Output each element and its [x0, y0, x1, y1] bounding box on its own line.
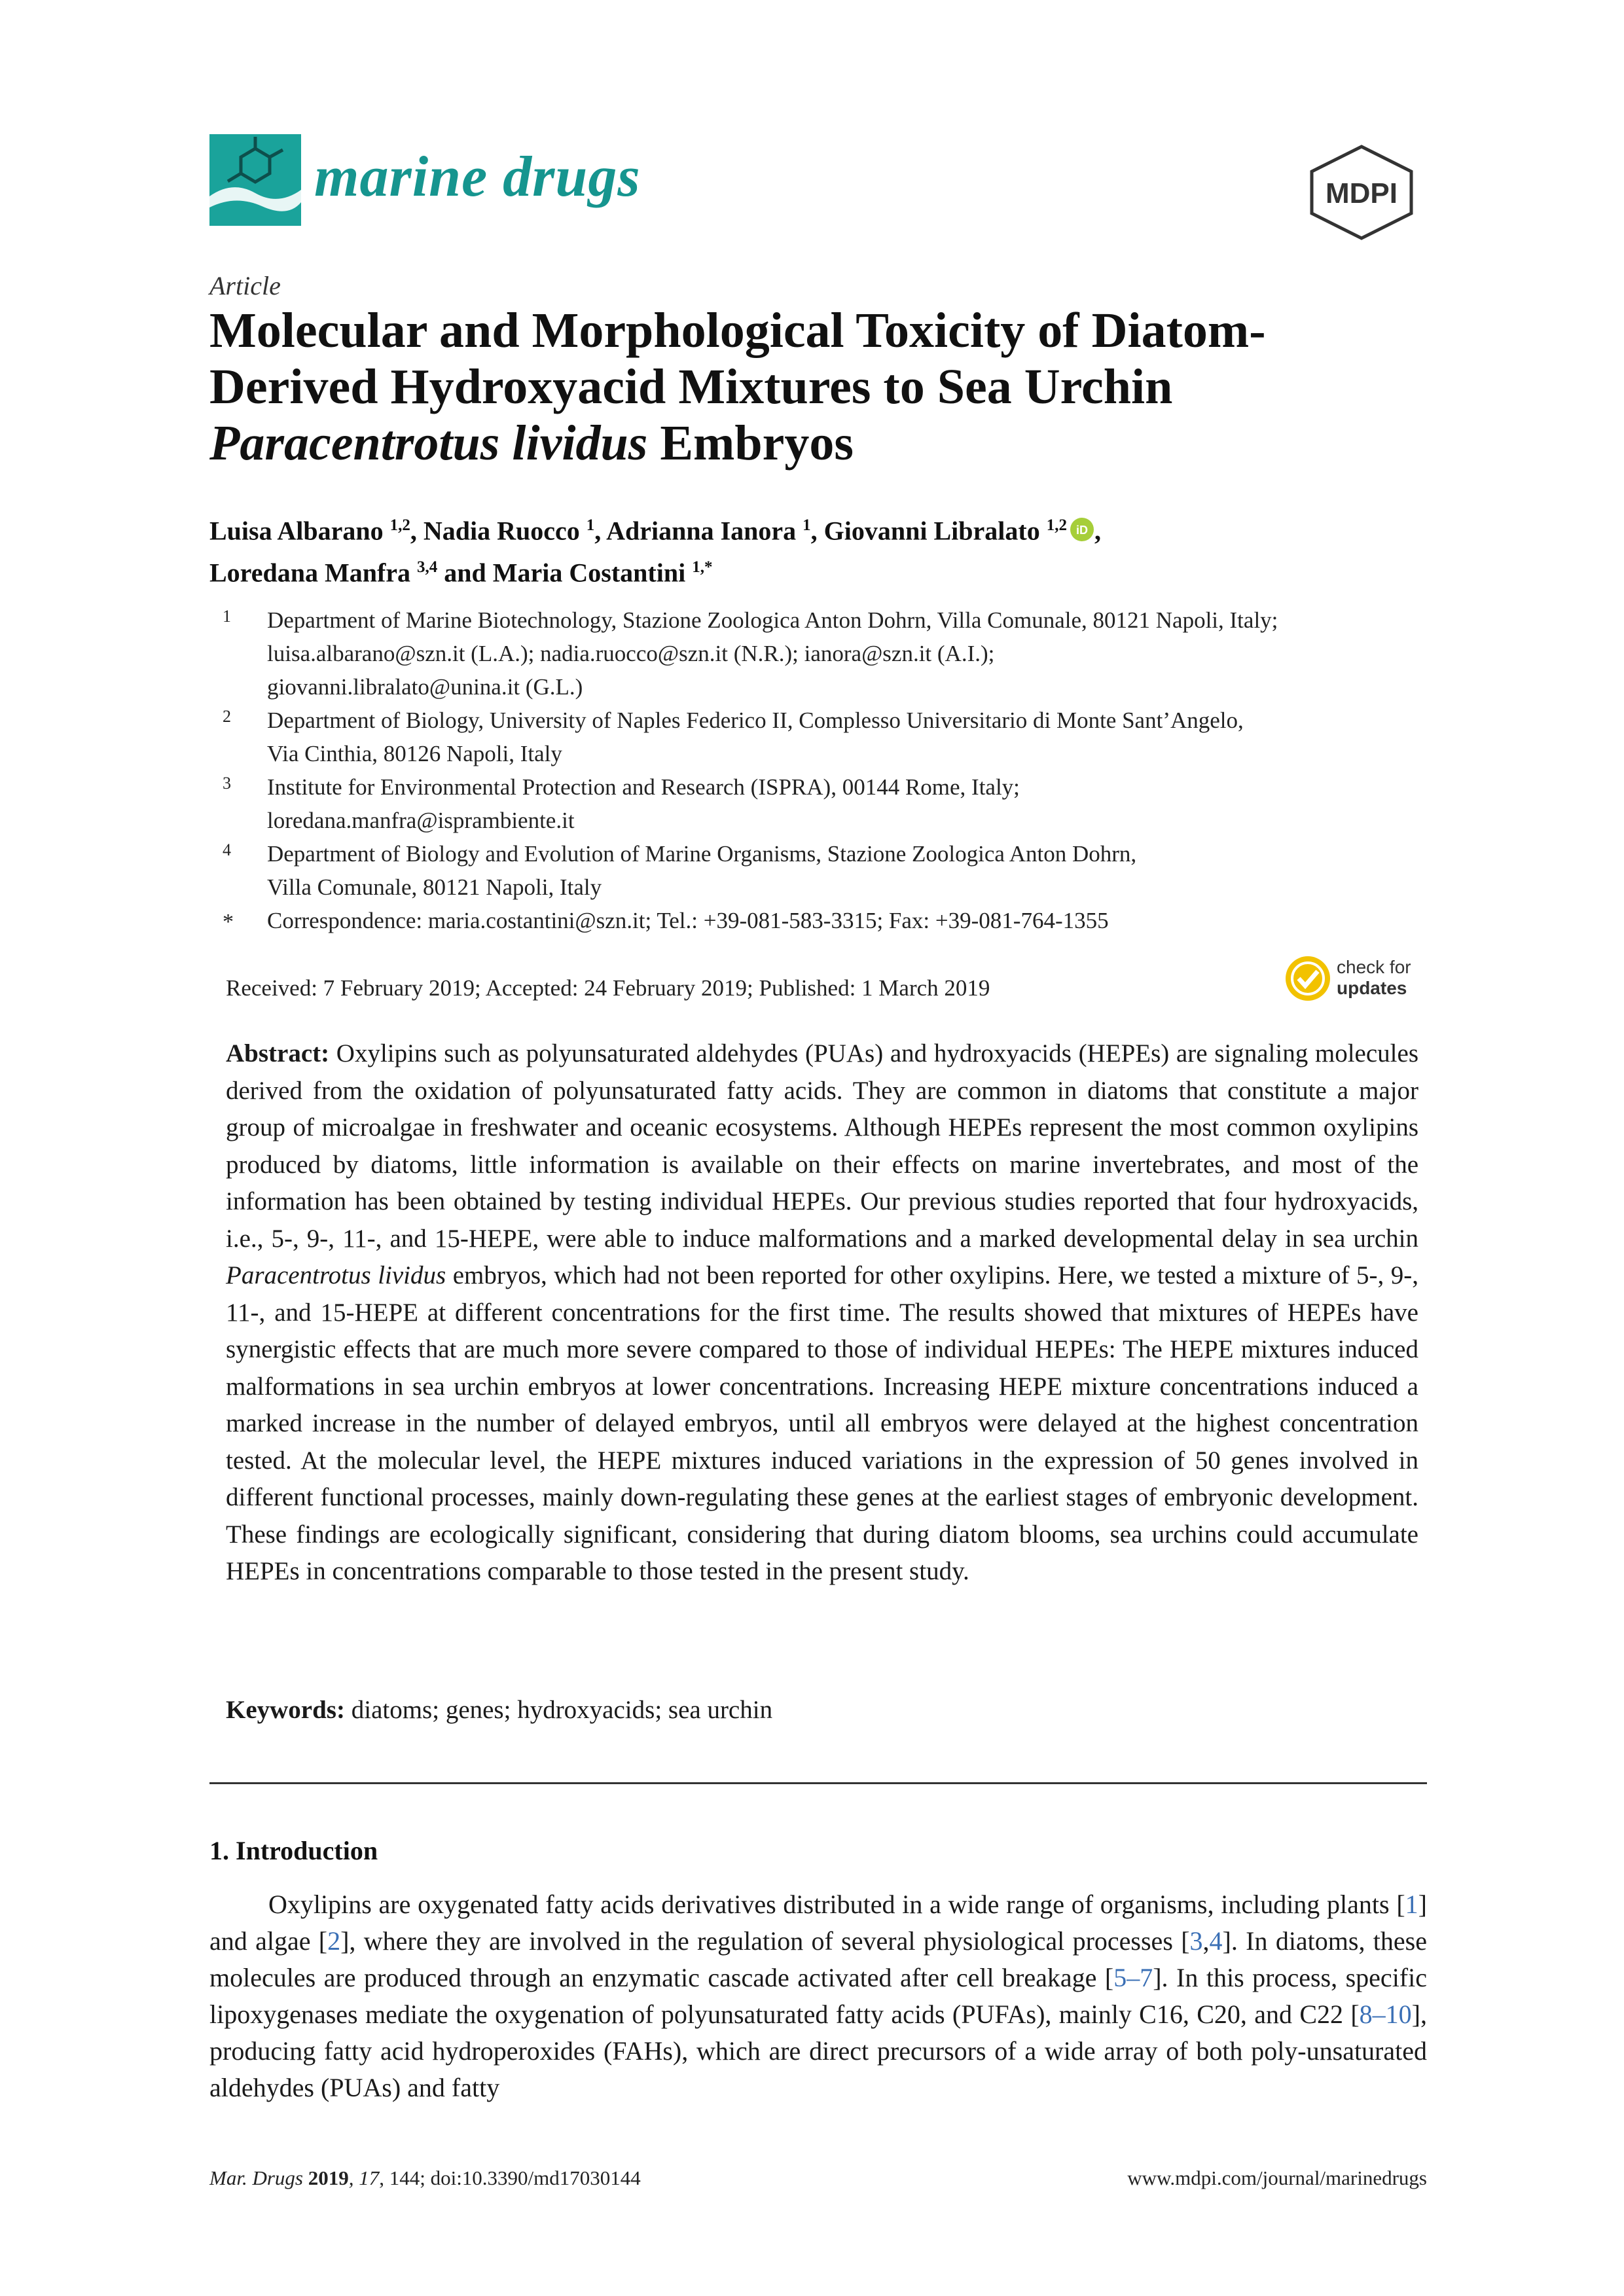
intro-text: ], producing fatty acid hydroperoxides (FAHs), which are direct precursors of a wide array of both poly-unsaturated aldehydes (PUAs) and fatty [209, 2000, 1427, 2102]
intro-text: ]. In this process, specific lipoxygenases mediate the oxygenation of polyunsaturated fatty acids (PUFAs), mainly C16, C20, and C22 [ [209, 1963, 1427, 2029]
citation-link[interactable]: 8–10 [1359, 2000, 1412, 2029]
abstract-text-2: embryos, which had not been reported for other oxylipins. Here, we tested a mixture of 5-, 9-, 11-, and 15-HEPE at different concentrations for the first time. The results showed that mixtures of HEPEs have synergistic effects that are much more severe compared to those of individual HEPEs: The HEPE mixtures induced malformations in sea urchin embryos at lower concentrations. Increasing HEPE mixture concentrations induced a marked increase in the number of delayed embryos, until all embryos were delayed at the highest concentration tested. At the molecular level, the HEPE mixtures induced variations in the expression of 50 genes involved in different functional processes, mainly down-regulating these genes at the earliest stages of embryonic development. These findings are ecologically significant, considering that during diatom blooms, sea urchins could accumulate HEPEs in concentrations comparable to those tested in the present study. [226, 1261, 1418, 1585]
intro-text: ]. In diatoms, these molecules are produced through an enzymatic cascade activated after cell breakage [ [209, 1926, 1427, 1992]
svg-text:iD: iD [1075, 524, 1088, 537]
affiliation-2 [209, 704, 1427, 770]
orcid-icon[interactable] [1070, 517, 1094, 542]
abstract [226, 1035, 1418, 1590]
footer-year: 2019 [302, 2166, 349, 2189]
citation-link[interactable]: 4 [1209, 1926, 1223, 1956]
footer-journal: Mar. Drugs [209, 2166, 303, 2189]
introduction-paragraph [209, 1886, 1427, 2106]
journal-logo [209, 134, 301, 226]
affiliation-number: 1 [223, 607, 231, 626]
footer-citation [209, 2166, 641, 2190]
intro-text: ] and algae [ [209, 1890, 1427, 1956]
correspondence-text[interactable]: Correspondence: maria.costantini@szn.it; Tel.: +39-081-583-3315; Fax: +39-081-764-1355 [267, 908, 1109, 933]
footer-doi[interactable]: , 144; doi:10.3390/md17030144 [379, 2166, 641, 2189]
affiliation-number: 4 [223, 840, 231, 859]
mdpi-logo-text: MDPI [1326, 177, 1398, 209]
author-list [209, 507, 1453, 592]
author-affil-sup: 1,* [692, 558, 713, 577]
affiliation-1 [209, 603, 1427, 704]
citation-link[interactable]: 1 [1405, 1890, 1418, 1919]
affiliation-number: 2 [223, 707, 231, 726]
title-line-2: Derived Hydroxyacid Mixtures to Sea Urchin [209, 359, 1173, 414]
article-type: Article [209, 271, 281, 300]
citation-link[interactable]: 2 [327, 1926, 341, 1956]
citation-link[interactable]: 5–7 [1113, 1963, 1153, 1992]
intro-text: , [1202, 1926, 1210, 1956]
affiliation-emails[interactable]: giovanni.libralato@unina.it (G.L.) [267, 674, 583, 700]
title-line-3 [209, 415, 1453, 471]
author-affil-sup: 1 [803, 516, 811, 534]
affiliation-text: Department of Biology and Evolution of Marine Organisms, Stazione Zoologica Anton Dohrn, [267, 841, 1137, 867]
author-line-1 [209, 507, 1453, 549]
title-line-3-rest: Embryos [647, 416, 854, 471]
section-heading-introduction: 1. Introduction [209, 1836, 378, 1865]
author-name[interactable]: Luisa Albarano [209, 516, 390, 546]
molecule-wave-icon [209, 134, 301, 226]
affiliation-number: 3 [223, 774, 231, 793]
author-name[interactable]: , Giovanni Libralato [810, 516, 1047, 546]
affiliation-text: Department of Biology, University of Naples Federico II, Complesso Universitario di Monte Sant’Angelo, [267, 708, 1244, 733]
check-for-updates-badge[interactable] [1283, 952, 1427, 1005]
title-species: Paracentrotus lividus [209, 416, 648, 471]
author-separator: , [1094, 516, 1101, 546]
article-title [209, 302, 1453, 471]
author-name[interactable]: , Nadia Ruocco [410, 516, 586, 546]
author-line-2 [209, 549, 1453, 591]
check-updates-line-1: check for [1337, 957, 1411, 977]
keywords-label: Keywords: [226, 1696, 345, 1724]
affiliation-4 [209, 837, 1427, 904]
affiliation-emails[interactable]: loredana.manfra@isprambiente.it [267, 808, 575, 833]
affiliation-text: Villa Comunale, 80121 Napoli, Italy [267, 874, 602, 900]
title-line-1: Molecular and Morphological Toxicity of Diatom- [209, 303, 1266, 358]
mdpi-logo [1303, 143, 1420, 241]
abstract-label: Abstract: [226, 1039, 330, 1067]
intro-text: Oxylipins are oxygenated fatty acids derivatives distributed in a wide range of organisms, including plants [ [268, 1890, 1405, 1919]
author-name[interactable]: and Maria Costantini [437, 558, 693, 588]
author-name[interactable]: , Adrianna Ianora [594, 516, 803, 546]
author-affil-sup: 3,4 [417, 558, 438, 577]
footer-url[interactable]: www.mdpi.com/journal/marinedrugs [1127, 2166, 1427, 2189]
affiliation-text: Via Cinthia, 80126 Napoli, Italy [267, 741, 562, 766]
check-updates-line-2: updates [1337, 978, 1407, 998]
keywords [226, 1695, 1418, 1725]
journal-name: marine drugs [314, 145, 641, 209]
publication-dates: Received: 7 February 2019; Accepted: 24 February 2019; Published: 1 March 2019 [226, 975, 990, 1001]
affiliation-emails[interactable]: luisa.albarano@szn.it (L.A.); nadia.ruocco@szn.it (N.R.); ianora@szn.it (A.I.); [267, 641, 995, 666]
affiliation-3 [209, 770, 1427, 837]
section-divider [209, 1782, 1427, 1784]
affiliation-text: Department of Marine Biotechnology, Stazione Zoologica Anton Dohrn, Villa Comunale, 80121 Napoli, Italy; [267, 607, 1278, 633]
author-affil-sup: 1,2 [389, 516, 410, 534]
citation-link[interactable]: 3 [1189, 1926, 1203, 1956]
author-name[interactable]: Loredana Manfra [209, 558, 418, 588]
intro-text: ], where they are involved in the regulation of several physiological processes [ [340, 1926, 1190, 1956]
abstract-text-1: Oxylipins such as polyunsaturated aldehydes (PUAs) and hydroxyacids (HEPEs) are signaling molecules derived from the oxidation of polyunsaturated fatty acids. They are common in diatoms that constitute a major group of microalgae in freshwater and oceanic ecosystems. Although HEPEs represent the most common oxylipins produced by diatoms, little information is available on their effects on marine invertebrates, and most of the information has been obtained by testing individual HEPEs. Our previous studies reported that four hydroxyacids, i.e., 5-, 9-, 11-, and 15-HEPE, were able to induce malformations and a marked developmental delay in sea urchin [226, 1039, 1418, 1253]
affiliation-number: * [223, 910, 234, 934]
author-affil-sup: 1,2 [1046, 516, 1067, 534]
author-affil-sup: 1 [586, 516, 595, 534]
abstract-species: Paracentrotus lividus [226, 1261, 446, 1289]
correspondence [209, 904, 1427, 937]
keywords-text: diatoms; genes; hydroxyacids; sea urchin [344, 1696, 773, 1724]
footer-volume: , 17 [348, 2166, 380, 2189]
affiliation-text: Institute for Environmental Protection and Research (ISPRA), 00144 Rome, Italy; [267, 774, 1020, 800]
